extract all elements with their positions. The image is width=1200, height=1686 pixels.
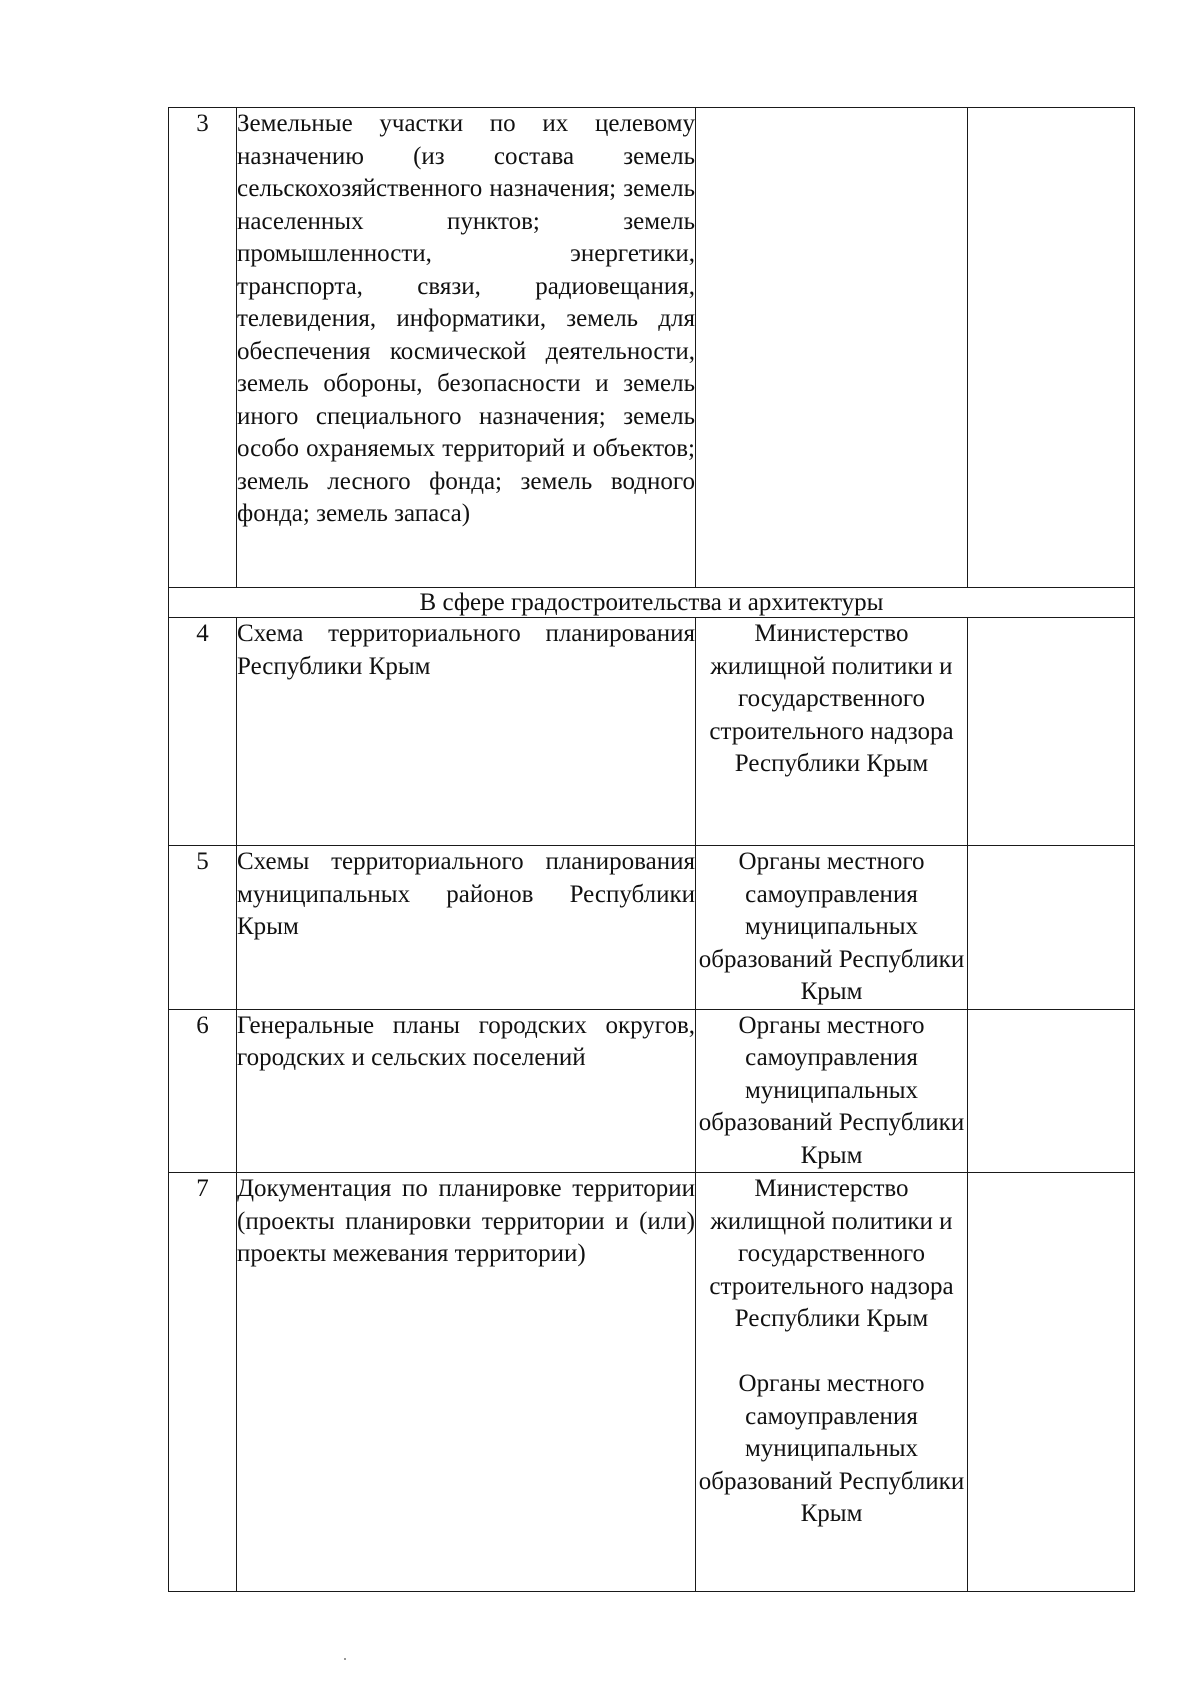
responsible-body-ministry: Министерство жилищной политики и государственного строительного надзора Республики Крым bbox=[709, 1175, 954, 1332]
row-object-name: Схемы территориального планирования муниципальных районов Республики Крым bbox=[237, 846, 696, 1010]
table-row bbox=[169, 108, 1135, 588]
row-note-cell bbox=[968, 618, 1135, 846]
row-object-name: Земельные участки по их целевому назначению (из состава земель сельскохозяйственного назначения; земель населенных пунктов; земель промышленности, энергетики, транспорта, связи, радиовещания, телевидения, информатики, земель для обеспечения космической деятельности, земель обороны, безопасности и земель иного специального назначения; земель особо охраняемых территорий и объектов; земель лесного фонда; земель водного фонда; земель запаса) bbox=[237, 108, 696, 588]
row-number: 5 bbox=[169, 846, 237, 1010]
row-number: 3 bbox=[169, 108, 237, 588]
row-note-cell bbox=[968, 108, 1135, 588]
row-number: 7 bbox=[169, 1173, 237, 1592]
table-row bbox=[169, 846, 1135, 1010]
section-title: В сфере градостроительства и архитектуры bbox=[169, 588, 1135, 618]
row-note-cell bbox=[968, 1009, 1135, 1173]
row-note-cell bbox=[968, 1173, 1135, 1592]
row-number: 4 bbox=[169, 618, 237, 846]
row-responsible-body: Органы местного самоуправления муниципальных образований Республики Крым bbox=[696, 1009, 968, 1173]
row-responsible-body: Органы местного самоуправления муниципальных образований Республики Крым bbox=[696, 846, 968, 1010]
registry-table bbox=[168, 107, 1135, 1592]
table-row bbox=[169, 618, 1135, 846]
section-header-row bbox=[169, 588, 1135, 618]
row-responsible-body: Министерство жилищной политики и государственного строительного надзора Республики Крым bbox=[696, 618, 968, 846]
table-row bbox=[169, 1009, 1135, 1173]
row-object-name: Генеральные планы городских округов, городских и сельских поселений bbox=[237, 1009, 696, 1173]
scan-speck bbox=[344, 1658, 346, 1660]
row-responsible-body bbox=[696, 108, 968, 588]
spacer bbox=[696, 1336, 967, 1369]
row-responsible-body bbox=[696, 1173, 968, 1592]
row-note-cell bbox=[968, 846, 1135, 1010]
table-row bbox=[169, 1173, 1135, 1592]
row-object-name: Документация по планировке территории (проекты планировки территории и (или) проекты межевания территории) bbox=[237, 1173, 696, 1592]
row-object-name: Схема территориального планирования Республики Крым bbox=[237, 618, 696, 846]
row-number: 6 bbox=[169, 1009, 237, 1173]
responsible-body-local-government: Органы местного самоуправления муниципальных образований Республики Крым bbox=[698, 1370, 965, 1527]
